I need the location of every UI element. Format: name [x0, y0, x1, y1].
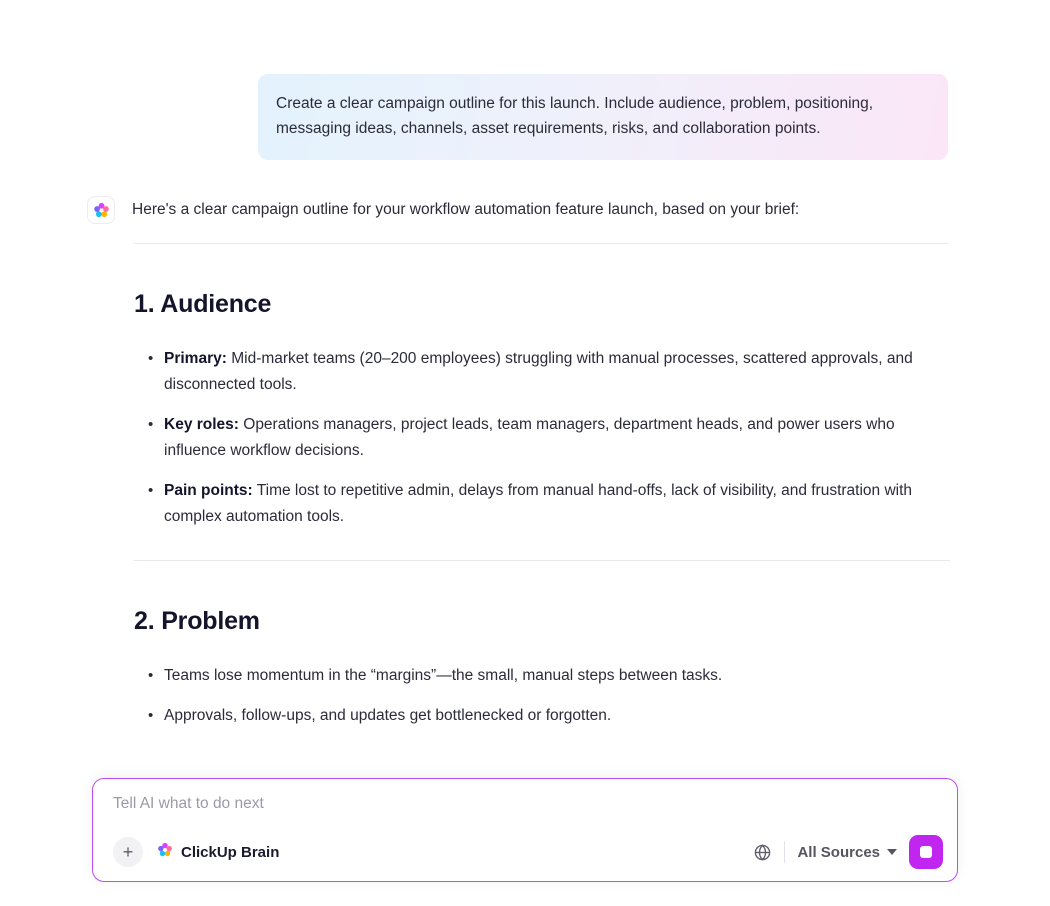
sources-dropdown[interactable] — [797, 844, 897, 861]
divider — [134, 243, 948, 244]
bullet-text: Approvals, follow-ups, and updates get bottlenecked or forgotten. — [164, 707, 612, 724]
divider — [134, 560, 950, 561]
user-message-row — [0, 0, 1050, 160]
chevron-down-icon — [887, 849, 897, 855]
user-message-bubble: Create a clear campaign outline for this launch. Include audience, problem, positioning, messaging ideas, channels, asset requirements, risks, and collaboration points. — [258, 74, 948, 160]
clickup-brain-icon — [157, 842, 173, 862]
divider — [784, 841, 785, 863]
section-audience — [0, 288, 1050, 530]
list-item — [134, 478, 950, 530]
plus-icon[interactable]: + — [113, 837, 143, 867]
composer-toolbar-right — [753, 835, 943, 869]
section-bullet-list — [134, 663, 950, 729]
list-item — [134, 663, 950, 689]
composer-input[interactable] — [113, 795, 943, 813]
sources-label: All Sources — [797, 843, 880, 861]
assistant-message-row — [0, 160, 1050, 223]
globe-icon[interactable] — [753, 843, 772, 862]
section-problem — [0, 605, 1050, 729]
list-item — [134, 703, 950, 729]
brain-model-selector[interactable] — [157, 842, 279, 862]
send-stop-icon — [920, 846, 932, 858]
section-bullet-list — [134, 346, 950, 530]
bullet-text: Time lost to repetitive admin, delays from manual hand-offs, lack of visibility, and frustration with complex automation tools. — [164, 482, 913, 525]
list-item — [134, 346, 950, 398]
clickup-brain-icon — [88, 197, 114, 223]
bullet-text: Teams lose momentum in the “margins”—the small, manual steps between tasks. — [164, 667, 723, 684]
composer-toolbar — [113, 835, 943, 869]
bullet-label: Pain points: — [164, 482, 253, 499]
composer-toolbar-left — [113, 837, 279, 867]
section-heading: 2. Problem — [134, 607, 260, 635]
composer[interactable] — [92, 778, 958, 882]
section-heading: 1. Audience — [134, 290, 272, 318]
bullet-text: Mid-market teams (20–200 employees) struggling with manual processes, scattered approvals, and disconnected tools. — [164, 350, 913, 393]
assistant-intro-text: Here's a clear campaign outline for your workflow automation feature launch, based on your brief: — [132, 201, 800, 218]
list-item — [134, 412, 950, 464]
bullet-text: Operations managers, project leads, team managers, department heads, and power users who influence workflow decisions. — [164, 416, 895, 459]
bullet-label: Primary: — [164, 350, 227, 367]
send-button[interactable] — [909, 835, 943, 869]
bullet-label: Key roles: — [164, 416, 239, 433]
brain-model-label: ClickUp Brain — [181, 843, 280, 861]
